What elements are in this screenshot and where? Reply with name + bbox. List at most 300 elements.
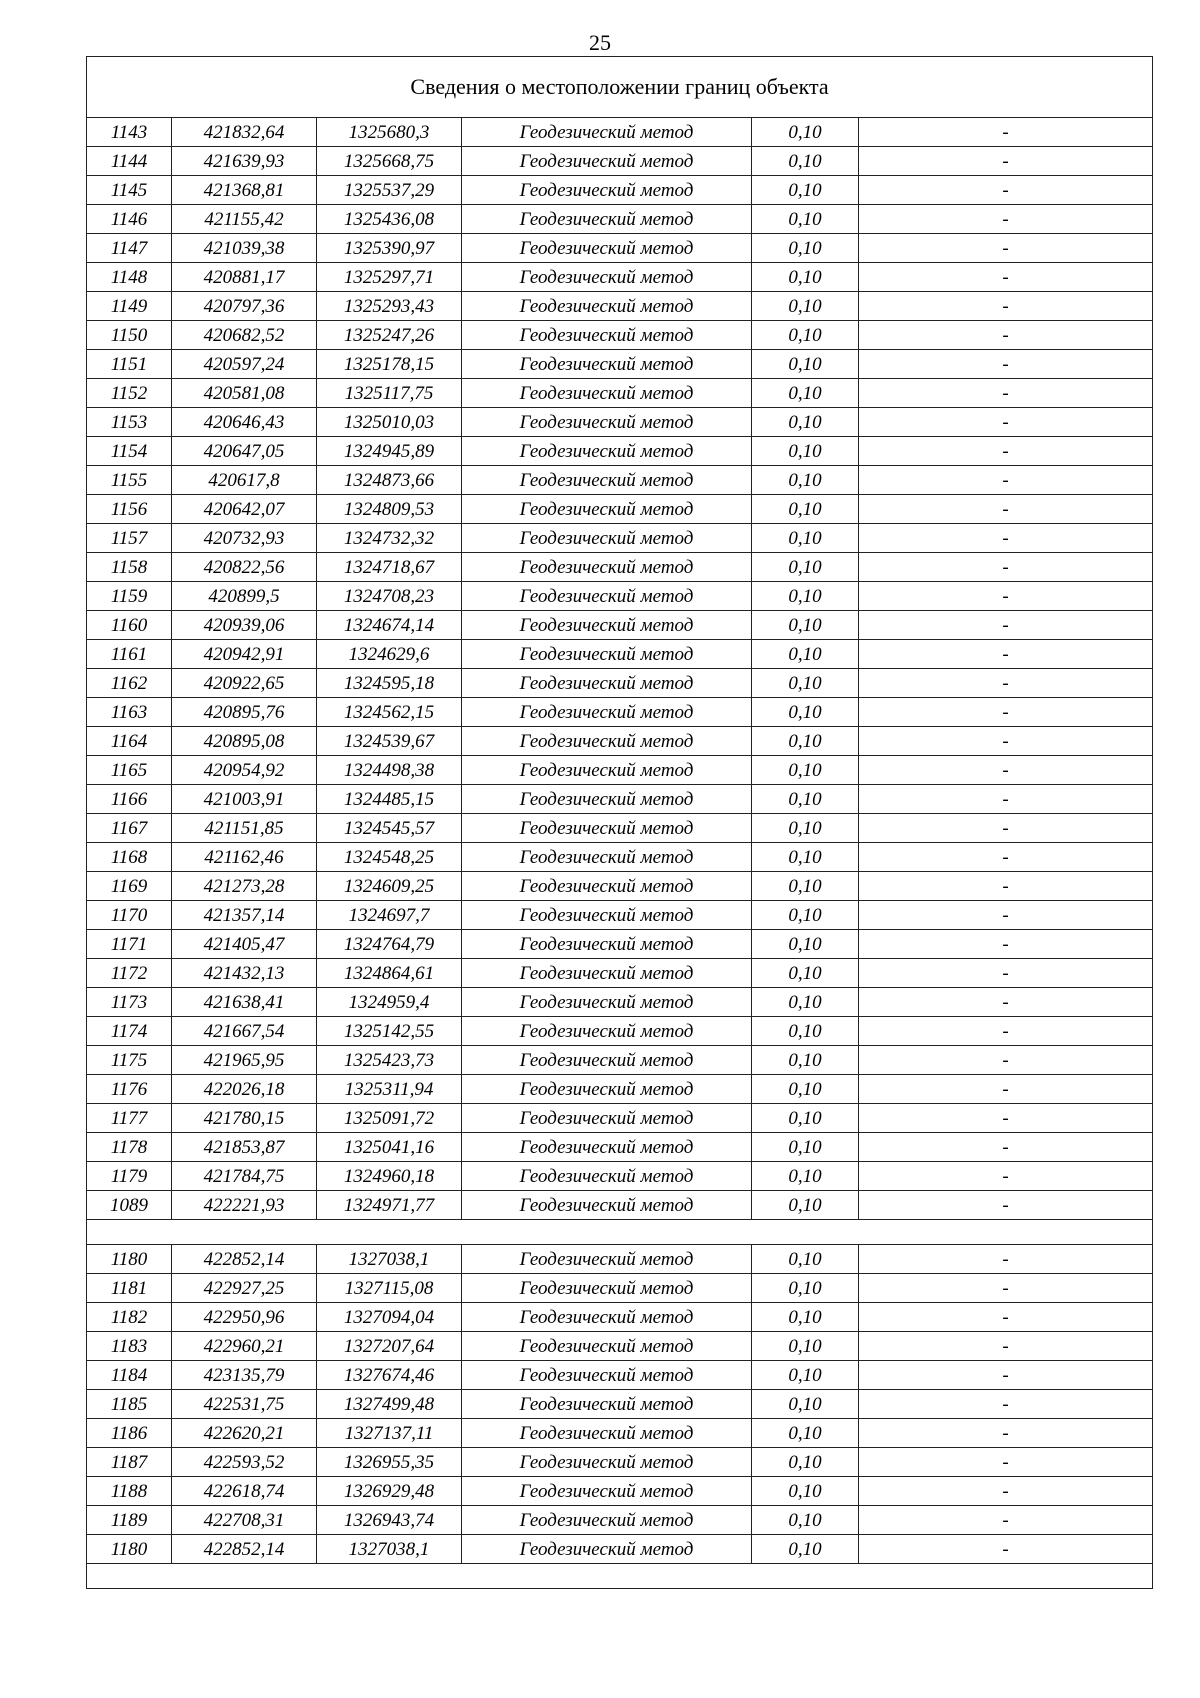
y-coordinate-cell: 1324595,18 xyxy=(317,669,462,698)
point-number-cell: 1143 xyxy=(87,118,172,147)
x-coordinate-cell: 422852,14 xyxy=(172,1245,317,1274)
point-number-cell: 1175 xyxy=(87,1046,172,1075)
x-coordinate-cell: 422620,21 xyxy=(172,1419,317,1448)
point-number-cell: 1189 xyxy=(87,1506,172,1535)
method-cell: Геодезический метод xyxy=(462,524,752,553)
accuracy-cell: 0,10 xyxy=(752,1162,859,1191)
method-cell: Геодезический метод xyxy=(462,1332,752,1361)
table-row xyxy=(87,988,1153,1017)
point-number-cell: 1089 xyxy=(87,1191,172,1220)
note-cell: - xyxy=(859,988,1153,1017)
table-row xyxy=(87,1046,1153,1075)
note-cell: - xyxy=(859,698,1153,727)
table-row xyxy=(87,1361,1153,1390)
method-cell: Геодезический метод xyxy=(462,727,752,756)
table-row xyxy=(87,785,1153,814)
y-coordinate-cell: 1325436,08 xyxy=(317,205,462,234)
x-coordinate-cell: 422927,25 xyxy=(172,1274,317,1303)
table-row xyxy=(87,437,1153,466)
note-cell: - xyxy=(859,1191,1153,1220)
accuracy-cell: 0,10 xyxy=(752,1017,859,1046)
x-coordinate-cell: 421784,75 xyxy=(172,1162,317,1191)
method-cell: Геодезический метод xyxy=(462,1506,752,1535)
accuracy-cell: 0,10 xyxy=(752,495,859,524)
table-row xyxy=(87,843,1153,872)
note-cell: - xyxy=(859,408,1153,437)
x-coordinate-cell: 420646,43 xyxy=(172,408,317,437)
accuracy-cell: 0,10 xyxy=(752,843,859,872)
note-cell: - xyxy=(859,582,1153,611)
y-coordinate-cell: 1324674,14 xyxy=(317,611,462,640)
point-number-cell: 1167 xyxy=(87,814,172,843)
x-coordinate-cell: 422026,18 xyxy=(172,1075,317,1104)
method-cell: Геодезический метод xyxy=(462,350,752,379)
accuracy-cell: 0,10 xyxy=(752,611,859,640)
point-number-cell: 1182 xyxy=(87,1303,172,1332)
table-row xyxy=(87,640,1153,669)
accuracy-cell: 0,10 xyxy=(752,1361,859,1390)
y-coordinate-cell: 1324562,15 xyxy=(317,698,462,727)
note-cell: - xyxy=(859,205,1153,234)
x-coordinate-cell: 421155,42 xyxy=(172,205,317,234)
table-row xyxy=(87,1162,1153,1191)
point-number-cell: 1144 xyxy=(87,147,172,176)
point-number-cell: 1158 xyxy=(87,553,172,582)
accuracy-cell: 0,10 xyxy=(752,350,859,379)
point-number-cell: 1181 xyxy=(87,1274,172,1303)
method-cell: Геодезический метод xyxy=(462,698,752,727)
method-cell: Геодезический метод xyxy=(462,553,752,582)
y-coordinate-cell: 1327038,1 xyxy=(317,1535,462,1564)
method-cell: Геодезический метод xyxy=(462,1390,752,1419)
note-cell: - xyxy=(859,843,1153,872)
note-cell: - xyxy=(859,1448,1153,1477)
note-cell: - xyxy=(859,756,1153,785)
point-number-cell: 1188 xyxy=(87,1477,172,1506)
note-cell: - xyxy=(859,785,1153,814)
table-row xyxy=(87,321,1153,350)
accuracy-cell: 0,10 xyxy=(752,321,859,350)
table-row xyxy=(87,176,1153,205)
x-coordinate-cell: 420732,93 xyxy=(172,524,317,553)
x-coordinate-cell: 421368,81 xyxy=(172,176,317,205)
point-number-cell: 1173 xyxy=(87,988,172,1017)
table-row xyxy=(87,959,1153,988)
method-cell: Геодезический метод xyxy=(462,843,752,872)
method-cell: Геодезический метод xyxy=(462,1419,752,1448)
accuracy-cell: 0,10 xyxy=(752,379,859,408)
note-cell: - xyxy=(859,1535,1153,1564)
x-coordinate-cell: 421357,14 xyxy=(172,901,317,930)
point-number-cell: 1171 xyxy=(87,930,172,959)
table-row xyxy=(87,698,1153,727)
accuracy-cell: 0,10 xyxy=(752,1046,859,1075)
x-coordinate-cell: 421039,38 xyxy=(172,234,317,263)
note-cell: - xyxy=(859,1162,1153,1191)
y-coordinate-cell: 1325311,94 xyxy=(317,1075,462,1104)
note-cell: - xyxy=(859,640,1153,669)
point-number-cell: 1177 xyxy=(87,1104,172,1133)
method-cell: Геодезический метод xyxy=(462,1477,752,1506)
note-cell: - xyxy=(859,234,1153,263)
y-coordinate-cell: 1325041,16 xyxy=(317,1133,462,1162)
y-coordinate-cell: 1325423,73 xyxy=(317,1046,462,1075)
point-number-cell: 1146 xyxy=(87,205,172,234)
note-cell: - xyxy=(859,437,1153,466)
y-coordinate-cell: 1325142,55 xyxy=(317,1017,462,1046)
note-cell: - xyxy=(859,669,1153,698)
table-row xyxy=(87,1448,1153,1477)
table-row xyxy=(87,1133,1153,1162)
x-coordinate-cell: 421432,13 xyxy=(172,959,317,988)
note-cell: - xyxy=(859,176,1153,205)
point-number-cell: 1145 xyxy=(87,176,172,205)
accuracy-cell: 0,10 xyxy=(752,814,859,843)
x-coordinate-cell: 420895,76 xyxy=(172,698,317,727)
method-cell: Геодезический метод xyxy=(462,1245,752,1274)
method-cell: Геодезический метод xyxy=(462,176,752,205)
accuracy-cell: 0,10 xyxy=(752,698,859,727)
table-row xyxy=(87,1274,1153,1303)
point-number-cell: 1187 xyxy=(87,1448,172,1477)
x-coordinate-cell: 420922,65 xyxy=(172,669,317,698)
point-number-cell: 1151 xyxy=(87,350,172,379)
point-number-cell: 1163 xyxy=(87,698,172,727)
method-cell: Геодезический метод xyxy=(462,1017,752,1046)
method-cell: Геодезический метод xyxy=(462,1535,752,1564)
table-row xyxy=(87,1245,1153,1274)
method-cell: Геодезический метод xyxy=(462,785,752,814)
y-coordinate-cell: 1324697,7 xyxy=(317,901,462,930)
note-cell: - xyxy=(859,1046,1153,1075)
accuracy-cell: 0,10 xyxy=(752,1390,859,1419)
x-coordinate-cell: 420822,56 xyxy=(172,553,317,582)
x-coordinate-cell: 420617,8 xyxy=(172,466,317,495)
y-coordinate-cell: 1325390,97 xyxy=(317,234,462,263)
y-coordinate-cell: 1324545,57 xyxy=(317,814,462,843)
table-row xyxy=(87,901,1153,930)
accuracy-cell: 0,10 xyxy=(752,756,859,785)
note-cell: - xyxy=(859,553,1153,582)
accuracy-cell: 0,10 xyxy=(752,930,859,959)
y-coordinate-cell: 1325537,29 xyxy=(317,176,462,205)
table-row xyxy=(87,669,1153,698)
accuracy-cell: 0,10 xyxy=(752,1419,859,1448)
point-number-cell: 1155 xyxy=(87,466,172,495)
method-cell: Геодезический метод xyxy=(462,582,752,611)
accuracy-cell: 0,10 xyxy=(752,234,859,263)
method-cell: Геодезический метод xyxy=(462,263,752,292)
y-coordinate-cell: 1327674,46 xyxy=(317,1361,462,1390)
point-number-cell: 1183 xyxy=(87,1332,172,1361)
accuracy-cell: 0,10 xyxy=(752,1332,859,1361)
method-cell: Геодезический метод xyxy=(462,756,752,785)
table-row xyxy=(87,756,1153,785)
point-number-cell: 1147 xyxy=(87,234,172,263)
note-cell: - xyxy=(859,1075,1153,1104)
y-coordinate-cell: 1326955,35 xyxy=(317,1448,462,1477)
point-number-cell: 1152 xyxy=(87,379,172,408)
point-number-cell: 1160 xyxy=(87,611,172,640)
x-coordinate-cell: 421405,47 xyxy=(172,930,317,959)
y-coordinate-cell: 1324764,79 xyxy=(317,930,462,959)
table-end-row-cell xyxy=(87,1564,1153,1589)
y-coordinate-cell: 1324960,18 xyxy=(317,1162,462,1191)
page-number: 25 xyxy=(589,30,611,55)
accuracy-cell: 0,10 xyxy=(752,118,859,147)
table-row xyxy=(87,553,1153,582)
method-cell: Геодезический метод xyxy=(462,930,752,959)
note-cell: - xyxy=(859,1361,1153,1390)
y-coordinate-cell: 1325680,3 xyxy=(317,118,462,147)
note-cell: - xyxy=(859,1332,1153,1361)
table-row xyxy=(87,1535,1153,1564)
boundary-table xyxy=(86,56,1153,1589)
y-coordinate-cell: 1325293,43 xyxy=(317,292,462,321)
y-coordinate-cell: 1324809,53 xyxy=(317,495,462,524)
point-number-cell: 1176 xyxy=(87,1075,172,1104)
method-cell: Геодезический метод xyxy=(462,959,752,988)
point-number-cell: 1149 xyxy=(87,292,172,321)
method-cell: Геодезический метод xyxy=(462,408,752,437)
point-number-cell: 1168 xyxy=(87,843,172,872)
x-coordinate-cell: 420942,91 xyxy=(172,640,317,669)
x-coordinate-cell: 422593,52 xyxy=(172,1448,317,1477)
note-cell: - xyxy=(859,959,1153,988)
x-coordinate-cell: 422221,93 xyxy=(172,1191,317,1220)
table-row xyxy=(87,1104,1153,1133)
method-cell: Геодезический метод xyxy=(462,495,752,524)
method-cell: Геодезический метод xyxy=(462,1075,752,1104)
method-cell: Геодезический метод xyxy=(462,1133,752,1162)
x-coordinate-cell: 421832,64 xyxy=(172,118,317,147)
table-row xyxy=(87,379,1153,408)
section-separator-row xyxy=(87,1220,1153,1245)
table-row xyxy=(87,930,1153,959)
table-row xyxy=(87,292,1153,321)
point-number-cell: 1165 xyxy=(87,756,172,785)
method-cell: Геодезический метод xyxy=(462,1046,752,1075)
accuracy-cell: 0,10 xyxy=(752,727,859,756)
table-title: Сведения о местоположении границ объекта xyxy=(87,57,1153,118)
table-row xyxy=(87,814,1153,843)
method-cell: Геодезический метод xyxy=(462,118,752,147)
point-number-cell: 1184 xyxy=(87,1361,172,1390)
table-row xyxy=(87,234,1153,263)
note-cell: - xyxy=(859,1274,1153,1303)
x-coordinate-cell: 423135,79 xyxy=(172,1361,317,1390)
table-row xyxy=(87,1332,1153,1361)
method-cell: Геодезический метод xyxy=(462,872,752,901)
accuracy-cell: 0,10 xyxy=(752,263,859,292)
note-cell: - xyxy=(859,1104,1153,1133)
method-cell: Геодезический метод xyxy=(462,669,752,698)
method-cell: Геодезический метод xyxy=(462,1448,752,1477)
method-cell: Геодезический метод xyxy=(462,1361,752,1390)
x-coordinate-cell: 420899,5 xyxy=(172,582,317,611)
note-cell: - xyxy=(859,814,1153,843)
method-cell: Геодезический метод xyxy=(462,234,752,263)
accuracy-cell: 0,10 xyxy=(752,1535,859,1564)
accuracy-cell: 0,10 xyxy=(752,437,859,466)
point-number-cell: 1185 xyxy=(87,1390,172,1419)
point-number-cell: 1178 xyxy=(87,1133,172,1162)
x-coordinate-cell: 421965,95 xyxy=(172,1046,317,1075)
accuracy-cell: 0,10 xyxy=(752,1303,859,1332)
method-cell: Геодезический метод xyxy=(462,988,752,1017)
point-number-cell: 1148 xyxy=(87,263,172,292)
y-coordinate-cell: 1326929,48 xyxy=(317,1477,462,1506)
accuracy-cell: 0,10 xyxy=(752,1191,859,1220)
y-coordinate-cell: 1325010,03 xyxy=(317,408,462,437)
table-row xyxy=(87,611,1153,640)
method-cell: Геодезический метод xyxy=(462,611,752,640)
note-cell: - xyxy=(859,524,1153,553)
note-cell: - xyxy=(859,1419,1153,1448)
accuracy-cell: 0,10 xyxy=(752,1506,859,1535)
point-number-cell: 1159 xyxy=(87,582,172,611)
table-row xyxy=(87,872,1153,901)
note-cell: - xyxy=(859,292,1153,321)
table-row xyxy=(87,1017,1153,1046)
note-cell: - xyxy=(859,901,1153,930)
accuracy-cell: 0,10 xyxy=(752,524,859,553)
x-coordinate-cell: 422950,96 xyxy=(172,1303,317,1332)
accuracy-cell: 0,10 xyxy=(752,1075,859,1104)
point-number-cell: 1164 xyxy=(87,727,172,756)
note-cell: - xyxy=(859,147,1153,176)
method-cell: Геодезический метод xyxy=(462,901,752,930)
point-number-cell: 1174 xyxy=(87,1017,172,1046)
method-cell: Геодезический метод xyxy=(462,437,752,466)
method-cell: Геодезический метод xyxy=(462,1274,752,1303)
y-coordinate-cell: 1327115,08 xyxy=(317,1274,462,1303)
note-cell: - xyxy=(859,930,1153,959)
table-row xyxy=(87,205,1153,234)
accuracy-cell: 0,10 xyxy=(752,553,859,582)
x-coordinate-cell: 421273,28 xyxy=(172,872,317,901)
x-coordinate-cell: 421667,54 xyxy=(172,1017,317,1046)
accuracy-cell: 0,10 xyxy=(752,1448,859,1477)
point-number-cell: 1186 xyxy=(87,1419,172,1448)
table-row xyxy=(87,1390,1153,1419)
method-cell: Геодезический метод xyxy=(462,466,752,495)
method-cell: Геодезический метод xyxy=(462,1104,752,1133)
table-row xyxy=(87,408,1153,437)
method-cell: Геодезический метод xyxy=(462,814,752,843)
accuracy-cell: 0,10 xyxy=(752,176,859,205)
note-cell: - xyxy=(859,1133,1153,1162)
table-row xyxy=(87,495,1153,524)
x-coordinate-cell: 420797,36 xyxy=(172,292,317,321)
note-cell: - xyxy=(859,1303,1153,1332)
y-coordinate-cell: 1324498,38 xyxy=(317,756,462,785)
note-cell: - xyxy=(859,1245,1153,1274)
note-cell: - xyxy=(859,872,1153,901)
table-row xyxy=(87,524,1153,553)
note-cell: - xyxy=(859,727,1153,756)
method-cell: Геодезический метод xyxy=(462,1303,752,1332)
note-cell: - xyxy=(859,1477,1153,1506)
note-cell: - xyxy=(859,263,1153,292)
method-cell: Геодезический метод xyxy=(462,147,752,176)
point-number-cell: 1161 xyxy=(87,640,172,669)
method-cell: Геодезический метод xyxy=(462,205,752,234)
x-coordinate-cell: 422618,74 xyxy=(172,1477,317,1506)
x-coordinate-cell: 421853,87 xyxy=(172,1133,317,1162)
note-cell: - xyxy=(859,611,1153,640)
y-coordinate-cell: 1324629,6 xyxy=(317,640,462,669)
accuracy-cell: 0,10 xyxy=(752,205,859,234)
table-row xyxy=(87,466,1153,495)
note-cell: - xyxy=(859,495,1153,524)
table-row xyxy=(87,1303,1153,1332)
accuracy-cell: 0,10 xyxy=(752,1477,859,1506)
method-cell: Геодезический метод xyxy=(462,1162,752,1191)
y-coordinate-cell: 1327094,04 xyxy=(317,1303,462,1332)
y-coordinate-cell: 1325091,72 xyxy=(317,1104,462,1133)
point-number-cell: 1157 xyxy=(87,524,172,553)
method-cell: Геодезический метод xyxy=(462,321,752,350)
y-coordinate-cell: 1324539,67 xyxy=(317,727,462,756)
y-coordinate-cell: 1325178,15 xyxy=(317,350,462,379)
point-number-cell: 1180 xyxy=(87,1245,172,1274)
x-coordinate-cell: 420597,24 xyxy=(172,350,317,379)
point-number-cell: 1169 xyxy=(87,872,172,901)
y-coordinate-cell: 1324959,4 xyxy=(317,988,462,1017)
x-coordinate-cell: 420642,07 xyxy=(172,495,317,524)
accuracy-cell: 0,10 xyxy=(752,1274,859,1303)
x-coordinate-cell: 422852,14 xyxy=(172,1535,317,1564)
x-coordinate-cell: 420581,08 xyxy=(172,379,317,408)
table-row xyxy=(87,350,1153,379)
x-coordinate-cell: 420954,92 xyxy=(172,756,317,785)
x-coordinate-cell: 421162,46 xyxy=(172,843,317,872)
point-number-cell: 1154 xyxy=(87,437,172,466)
accuracy-cell: 0,10 xyxy=(752,1245,859,1274)
point-number-cell: 1172 xyxy=(87,959,172,988)
table-row xyxy=(87,1477,1153,1506)
y-coordinate-cell: 1327137,11 xyxy=(317,1419,462,1448)
table-row xyxy=(87,118,1153,147)
table-row xyxy=(87,727,1153,756)
method-cell: Геодезический метод xyxy=(462,1191,752,1220)
y-coordinate-cell: 1327499,48 xyxy=(317,1390,462,1419)
method-cell: Геодезический метод xyxy=(462,292,752,321)
accuracy-cell: 0,10 xyxy=(752,872,859,901)
x-coordinate-cell: 421003,91 xyxy=(172,785,317,814)
x-coordinate-cell: 422708,31 xyxy=(172,1506,317,1535)
y-coordinate-cell: 1326943,74 xyxy=(317,1506,462,1535)
x-coordinate-cell: 420939,06 xyxy=(172,611,317,640)
table-row xyxy=(87,147,1153,176)
table-row xyxy=(87,263,1153,292)
section-separator-row-cell xyxy=(87,1220,1153,1245)
accuracy-cell: 0,10 xyxy=(752,669,859,698)
y-coordinate-cell: 1324873,66 xyxy=(317,466,462,495)
point-number-cell: 1162 xyxy=(87,669,172,698)
accuracy-cell: 0,10 xyxy=(752,785,859,814)
y-coordinate-cell: 1324971,77 xyxy=(317,1191,462,1220)
y-coordinate-cell: 1325117,75 xyxy=(317,379,462,408)
y-coordinate-cell: 1327207,64 xyxy=(317,1332,462,1361)
note-cell: - xyxy=(859,1506,1153,1535)
note-cell: - xyxy=(859,1017,1153,1046)
accuracy-cell: 0,10 xyxy=(752,640,859,669)
table-row xyxy=(87,1506,1153,1535)
y-coordinate-cell: 1324485,15 xyxy=(317,785,462,814)
point-number-cell: 1179 xyxy=(87,1162,172,1191)
